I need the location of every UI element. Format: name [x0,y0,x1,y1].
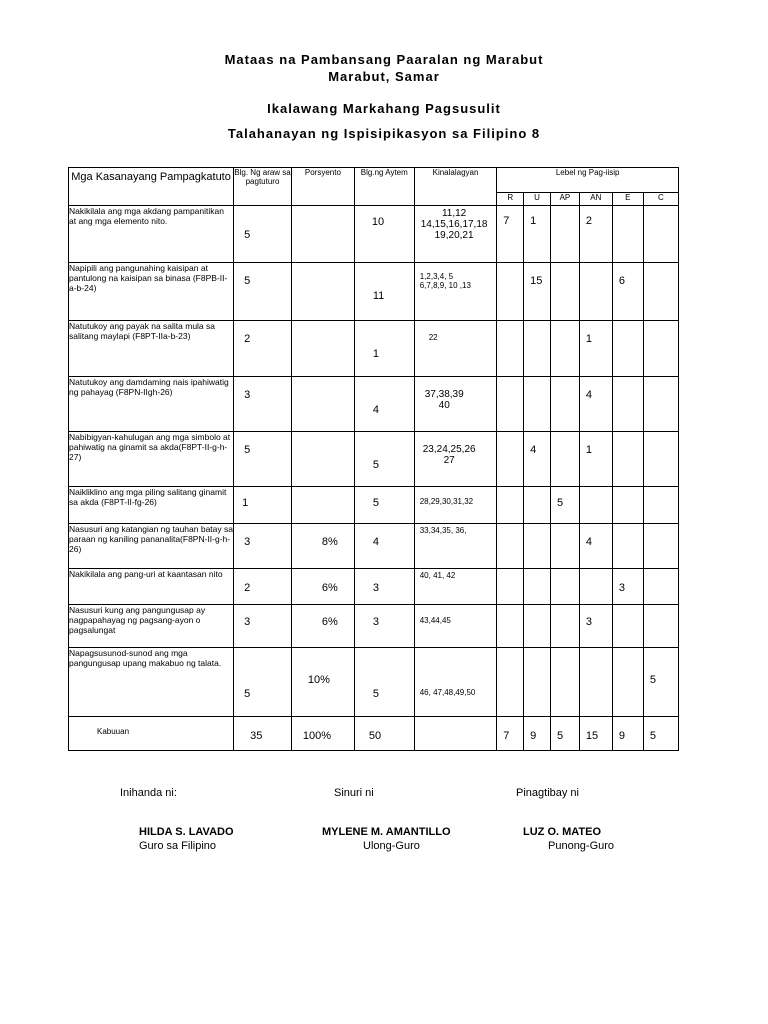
percent-cell [291,605,354,648]
table-title: Talahanayan ng Ispisipikasyon sa Filipino 8 [227,126,541,141]
percent-value: 8% [321,536,338,548]
percent-cell [291,432,354,487]
total-an: 15 [585,730,599,742]
competency-cell [69,377,234,432]
header-level-c: C [643,193,678,206]
competency-cell [69,321,234,377]
competency-text: Napagsusunod-sunod ang mga pangungusap upang makabuo ng talata. [69,648,222,668]
placement-cell [414,605,497,648]
table-row [69,321,679,377]
level-ap-cell [550,432,579,487]
level-u-cell [524,321,551,377]
level-an-cell [579,263,612,321]
items-value: 3 [372,582,379,594]
header-level-an: AN [579,193,612,206]
total-e-cell [612,717,643,751]
competency-text: Nakikilala ang mga akdang pampanitikan at ang mga elemento nito. [69,206,224,226]
level-u-cell [524,605,551,648]
total-c-cell [643,717,678,751]
total-days-cell [234,717,292,751]
items-cell [354,432,414,487]
competency-cell [69,487,234,524]
items-value: 4 [372,404,379,416]
level-an-value: 4 [585,536,592,548]
level-an-value: 2 [585,215,592,227]
level-ap-cell [550,569,579,605]
school-location: Marabut, Samar [328,69,440,84]
header-level-u: U [524,193,551,206]
total-placement-cell [414,717,497,751]
level-an-cell [579,648,612,717]
days-value: 5 [244,688,251,700]
table-row [69,605,679,648]
table-row [69,377,679,432]
competency-text: Nasusuri ang katangian ng tauhan batay sa paraan ng kaniling pananalita(F8PN-II-g-h-26) [69,524,233,554]
level-ap-cell [550,487,579,524]
level-r-cell [497,321,524,377]
placement-value: 22 [428,333,438,342]
total-an-cell [579,717,612,751]
level-r-cell [497,605,524,648]
percent-cell [291,487,354,524]
level-an-cell [579,605,612,648]
level-u-cell [524,569,551,605]
prepared-by-title: Guro sa Filipino [139,840,217,852]
total-ap-cell [550,717,579,751]
level-e-cell [612,569,643,605]
level-an-cell [579,432,612,487]
placement-value: 1,2,3,4, 5 6,7,8,9, 10 ,13 [419,272,471,290]
level-u-cell [524,206,551,263]
competency-text: Nabibigyan-kahulugan ang mga simbolo at pahiwatig na ginamit sa akda(F8PT-II-g-h-27) [69,432,231,462]
level-ap-cell [550,648,579,717]
items-value: 10 [371,216,385,228]
days-cell [234,432,292,487]
level-e-cell [612,524,643,569]
days-cell [234,206,292,263]
competency-cell [69,524,234,569]
competency-text: Naikliklino ang mga piling salitang ginamit sa akda (F8PT-II-fg-26) [69,487,227,507]
level-r-cell [497,206,524,263]
days-cell [234,263,292,321]
level-ap-cell [550,524,579,569]
items-value: 4 [372,536,379,548]
level-ap-cell [550,263,579,321]
level-u-cell [524,263,551,321]
days-value: 5 [244,229,251,241]
percent-value: 6% [321,616,338,628]
header-competency: Mga Kasanayang Pampagkatuto [69,168,234,206]
days-cell [234,487,292,524]
items-cell [354,605,414,648]
level-an-value: 3 [585,616,592,628]
level-c-cell [643,377,678,432]
level-c-cell [643,432,678,487]
days-value: 2 [244,582,251,594]
placement-cell [414,524,497,569]
level-c-cell [643,487,678,524]
items-cell [354,321,414,377]
level-e-cell [612,377,643,432]
items-value: 5 [372,688,379,700]
level-u-cell [524,487,551,524]
level-c-cell [643,263,678,321]
table-row [69,432,679,487]
table-row [69,569,679,605]
percent-value: 6% [321,582,338,594]
days-value: 3 [244,536,251,548]
level-r-cell [497,524,524,569]
items-cell [354,487,414,524]
percent-cell [291,321,354,377]
days-value: 2 [244,333,251,345]
level-c-cell [643,569,678,605]
level-c-cell [643,648,678,717]
days-value: 1 [242,497,249,509]
days-value: 3 [244,389,251,401]
percent-cell [291,569,354,605]
days-value: 5 [244,275,251,287]
competency-cell [69,605,234,648]
items-cell [354,377,414,432]
days-value: 3 [244,616,251,628]
level-u-cell [524,377,551,432]
days-cell [234,648,292,717]
level-u-value: 1 [530,215,537,227]
level-an-value: 1 [585,333,592,345]
competency-text: Nasusuri kung ang pangungusap ay nagpapahayag ng pagsang-ayon o pagsalungat [69,605,206,635]
level-u-value: 4 [530,444,537,456]
percent-cell [291,263,354,321]
header-level-e: E [612,193,643,206]
level-ap-cell [550,377,579,432]
items-value: 11 [372,290,385,302]
level-ap-value: 5 [556,497,564,509]
total-r: 7 [503,730,510,742]
competency-text: Natutukoy ang damdaming nais ipahiwatig ng pahayag (F8PN-IIgh-26) [69,377,229,397]
level-e-cell [612,321,643,377]
approved-by-title: Punong-Guro [548,840,615,852]
level-an-cell [579,321,612,377]
total-items-cell [354,717,414,751]
total-e: 9 [618,730,625,742]
school-name: Mataas na Pambansang Paaralan ng Marabut [224,52,544,67]
level-an-cell [579,524,612,569]
competency-cell [69,432,234,487]
total-u-cell [524,717,551,751]
days-cell [234,321,292,377]
days-cell [234,524,292,569]
header-placement: Kinalalagyan [414,168,497,206]
total-label-cell [69,717,234,751]
placement-cell [414,377,497,432]
percent-cell [291,524,354,569]
competency-text: Nakikilala ang pang-uri at kaantasan nito [69,569,223,579]
table-row [69,648,679,717]
level-r-cell [497,648,524,717]
total-items: 50 [368,730,382,742]
days-value: 5 [244,444,251,456]
header-levels: Lebel ng Pag-iisip [497,168,679,193]
level-e-cell [612,605,643,648]
placement-cell [414,648,497,717]
competency-text: Napipili ang pangunahing kaisipan at pantulong na kaisipan sa binasa (F8PB-II-a-b-24) [69,263,228,293]
level-c-cell [643,206,678,263]
level-r-cell [497,377,524,432]
items-cell [354,524,414,569]
approved-by-label: Pinagtibay ni [516,787,579,799]
exam-title: Ikalawang Markahang Pagsusulit [267,101,501,116]
header-items: Blg.ng Aytem [354,168,414,206]
competency-cell [69,648,234,717]
checked-by-name: MYLENE M. AMANTILLO [322,826,451,838]
level-an-cell [579,487,612,524]
level-r-cell [497,263,524,321]
days-cell [234,605,292,648]
header-days: Blg. Ng araw sa pagtuturo [234,168,292,206]
placement-value: 33,34,35, 36, [419,526,467,535]
checked-by-title: Ulong-Guro [363,840,420,852]
placement-value: 23,24,25,26 27 [422,444,476,466]
level-an-value: 4 [585,389,592,401]
placement-cell [414,432,497,487]
level-e-cell [612,648,643,717]
prepared-by-label: Inihanda ni: [120,787,177,799]
level-an-cell [579,206,612,263]
level-an-cell [579,377,612,432]
level-u-cell [524,432,551,487]
level-e-value: 3 [618,582,625,594]
level-r-cell [497,432,524,487]
level-an-cell [579,569,612,605]
level-r-cell [497,487,524,524]
level-e-cell [612,432,643,487]
total-percent: 100% [302,730,332,742]
placement-value: 46, 47,48,49,50 [419,688,476,697]
level-u-value: 15 [530,275,543,287]
level-c-value: 5 [649,674,656,686]
level-c-cell [643,321,678,377]
items-value: 1 [372,348,379,360]
specification-table [68,167,679,751]
level-ap-cell [550,321,579,377]
total-label: Kabuuan [97,727,130,736]
total-u: 9 [530,730,537,742]
items-value: 5 [372,497,379,509]
table-row [69,487,679,524]
total-percent-cell [291,717,354,751]
percent-value: 10% [307,674,330,686]
approved-by-name: LUZ O. MATEO [523,826,602,838]
level-ap-cell [550,605,579,648]
total-ap: 5 [556,730,564,742]
competency-text: Natutukoy ang payak na salita mula sa salitang maylapi (F8PT-IIa-b-23) [69,321,216,341]
total-c: 5 [649,730,656,742]
total-r-cell [497,717,524,751]
percent-cell [291,648,354,717]
total-row [69,717,679,751]
placement-value: 37,38,39 40 [424,389,464,411]
level-u-cell [524,648,551,717]
level-r-value: 7 [503,215,510,227]
placement-cell [414,487,497,524]
percent-cell [291,377,354,432]
placement-value: 28,29,30,31,32 [419,497,474,506]
items-cell [354,263,414,321]
placement-cell [414,263,497,321]
prepared-by-name: HILDA S. LAVADO [139,826,234,838]
items-cell [354,206,414,263]
items-value: 5 [372,459,379,471]
level-e-cell [612,487,643,524]
percent-cell [291,206,354,263]
competency-cell [69,206,234,263]
placement-cell [414,206,497,263]
header-level-ap: AP [550,193,579,206]
header-percent: Porsyento [291,168,354,206]
table-row [69,263,679,321]
placement-value: 11,12 14,15,16,17,18 19,20,21 [420,208,488,241]
placement-value: 43,44,45 [419,616,451,625]
competency-cell [69,263,234,321]
total-days: 35 [250,730,263,742]
table-row [69,206,679,263]
level-e-cell [612,206,643,263]
placement-value: 40, 41, 42 [419,571,456,580]
competency-cell [69,569,234,605]
level-e-cell [612,263,643,321]
level-c-cell [643,605,678,648]
level-ap-cell [550,206,579,263]
level-e-value: 6 [618,275,625,287]
checked-by-label: Sinuri ni [334,787,374,799]
placement-cell [414,321,497,377]
days-cell [234,377,292,432]
placement-cell [414,569,497,605]
header-level-r: R [497,193,524,206]
items-cell [354,569,414,605]
level-u-cell [524,524,551,569]
table-row [69,524,679,569]
level-an-value: 1 [585,444,592,456]
level-r-cell [497,569,524,605]
level-c-cell [643,524,678,569]
items-value: 3 [372,616,379,628]
days-cell [234,569,292,605]
items-cell [354,648,414,717]
